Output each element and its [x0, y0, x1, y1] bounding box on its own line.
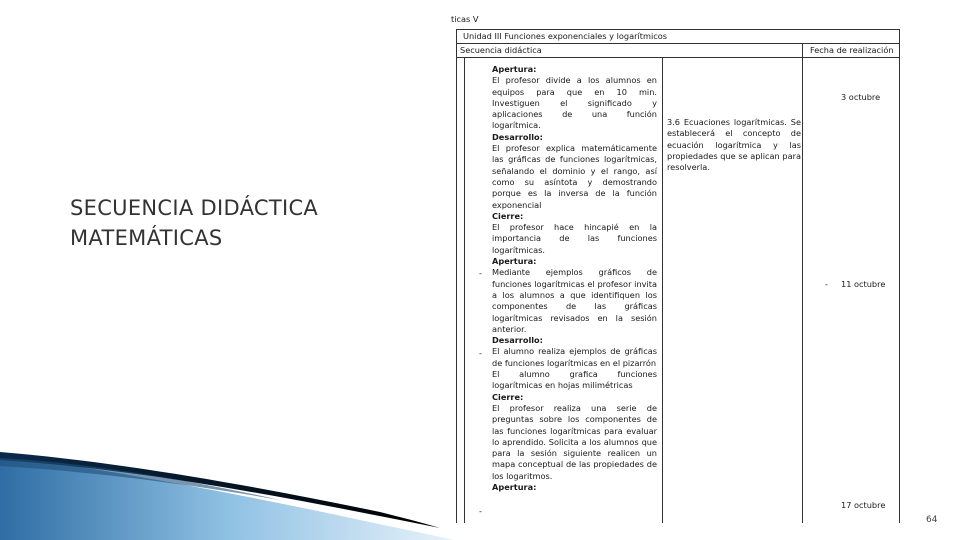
sequence-paragraph: El profesor realiza una serie de preguntas sobre los componentes de las funciones logarítmicas para evaluar lo aprendido. Solicita a los alumnos que para la sesión siguiente realicen un mapa conceptual de las propiedades de los logaritmos.: [492, 402, 657, 481]
sequence-paragraph: El profesor hace hincapié en la importancia de las funciones logarítmicas.: [492, 222, 657, 255]
table-divider: [464, 57, 465, 523]
sequence-heading: Apertura:: [492, 481, 537, 492]
sequence-paragraph: El profesor explica matemáticamente las gráficas de funciones logarítmicas, señalando el dominio y el rango, así como su asíntota y demostrando porque es la inversa de la función exponencial: [492, 143, 657, 210]
sequence-paragraph: El profesor divide a los alumnos en equipos para que en 10 min. Investiguen el significado y aplicaciones de una función logarítmica.: [492, 75, 657, 131]
sequence-heading: Desarrollo:: [492, 335, 543, 346]
sequence-table: [456, 43, 900, 523]
slide-title-line-2: MATEMÁTICAS: [70, 226, 223, 250]
date-bullet: -: [825, 279, 828, 289]
slide-title-line-1: SECUENCIA DIDÁCTICA: [70, 196, 319, 220]
unit-title: Unidad III Funciones exponenciales y logarítmicos: [456, 29, 900, 43]
table-header-row: [457, 44, 899, 58]
column-header-date: Fecha de realización: [810, 45, 894, 55]
sequence-heading: Apertura:: [492, 256, 537, 267]
sequence-heading: Cierre:: [492, 391, 524, 402]
date-cell: 3 octubre: [841, 92, 881, 102]
column-header-sequence: Secuencia didáctica: [460, 45, 542, 55]
sequence-paragraph: El alumno grafica funciones logarítmicas en hojas milimétricas: [492, 369, 657, 391]
sequence-heading: Apertura:: [492, 64, 537, 74]
sequence-heading: Desarrollo:: [492, 131, 543, 142]
sequence-paragraph: Mediante ejemplos gráficos de funciones logarítmicas el profesor invita a los alumnos a que identifiquen los componentes de las gráficas logarítmicas revisados en la sesión anterior.: [492, 267, 657, 334]
page-number: 64: [926, 515, 938, 525]
table-divider: [802, 44, 803, 523]
topic-description: 3.6 Ecuaciones logarítmicas. Se establecerá el concepto de ecuación logarítmica y las propiedades que se aplican para resolverla.: [667, 117, 801, 173]
document-image: [451, 10, 902, 516]
list-bullet: -: [479, 268, 482, 278]
date-cell: 11 octubre: [841, 279, 886, 289]
table-divider: [662, 57, 663, 523]
date-cell: 17 octubre: [841, 500, 886, 510]
sequence-paragraph: El alumno realiza ejemplos de gráficas de funciones logarítmicas en el pizarrón: [492, 346, 657, 368]
slide-title: [70, 193, 400, 253]
document-header-fragment: ticas V: [451, 14, 479, 24]
sequence-text: [492, 64, 657, 493]
list-bullet: -: [479, 348, 482, 358]
sequence-heading: Cierre:: [492, 210, 524, 221]
list-bullet: -: [479, 506, 482, 516]
